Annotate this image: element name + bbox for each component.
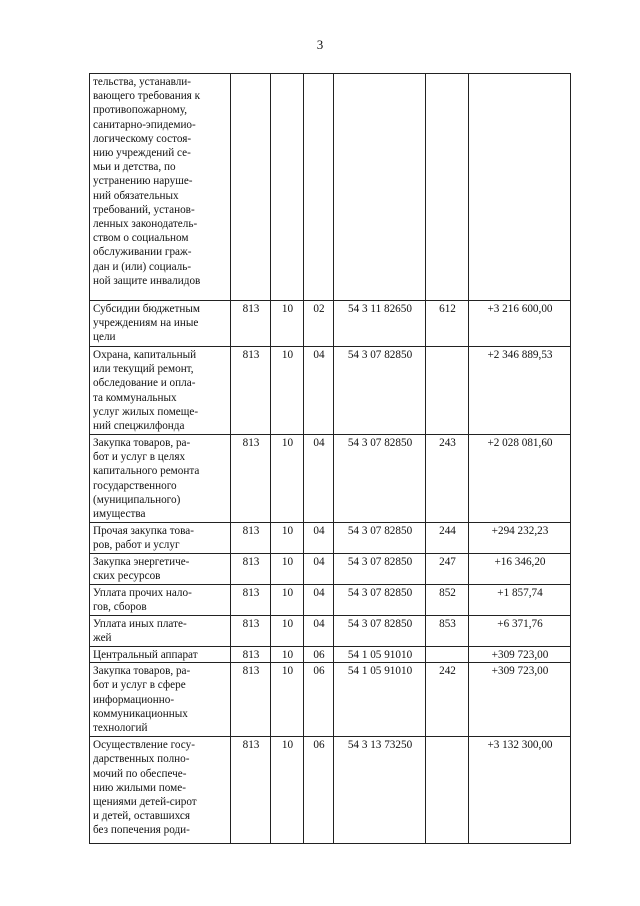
- table-row: [90, 435, 571, 523]
- item-name-line: государственного: [93, 479, 177, 492]
- expense-type-cell: 852: [426, 585, 469, 616]
- target-article-cell: 54 3 07 82850: [334, 435, 426, 523]
- section-code-cell: 10: [271, 663, 304, 737]
- item-name-line: бот и услуг в целях: [93, 451, 186, 464]
- section-code-cell: 10: [271, 647, 304, 663]
- table-row: [90, 585, 571, 616]
- table-row: [90, 737, 571, 844]
- expense-type-cell: [426, 74, 469, 301]
- expense-type-cell: 853: [426, 616, 469, 647]
- ministry-code-cell: 813: [231, 663, 271, 737]
- amount-cell: +309 723,00: [469, 663, 571, 737]
- ministry-code-cell: [231, 74, 271, 301]
- amount-cell: +309 723,00: [469, 647, 571, 663]
- expense-type-cell: [426, 347, 469, 435]
- amount-cell: +6 371,76: [469, 616, 571, 647]
- item-name-line: мочий по обеспече-: [93, 767, 187, 780]
- item-name-line: ний спецжилфонда: [93, 420, 185, 433]
- item-name-line: Закупка товаров, ра-: [93, 437, 191, 449]
- section-code-cell: 10: [271, 554, 304, 585]
- item-name-line: бот и услуг в сфере: [93, 679, 186, 692]
- item-name-line: нию жилыми поме-: [93, 781, 186, 794]
- table-body: [90, 74, 571, 844]
- subsection-code-cell: 06: [304, 737, 334, 844]
- target-article-cell: 54 3 07 82850: [334, 523, 426, 554]
- item-name-line: нию учреждений се-: [93, 147, 191, 160]
- section-code-cell: 10: [271, 523, 304, 554]
- item-name-cell: [90, 585, 231, 616]
- item-name-line: Прочая закупка това-: [93, 525, 194, 537]
- item-name-line: цели: [93, 331, 116, 344]
- page-number: 3: [316, 37, 324, 52]
- ministry-code-cell: 813: [231, 435, 271, 523]
- item-name-line: информационно-: [93, 693, 175, 706]
- amount-cell: +2 346 889,53: [469, 347, 571, 435]
- item-name-line: технологий: [93, 722, 148, 735]
- ministry-code-cell: 813: [231, 347, 271, 435]
- ministry-code-cell: 813: [231, 647, 271, 663]
- item-name-cell: [90, 647, 231, 663]
- ministry-code-cell: 813: [231, 737, 271, 844]
- item-name-line: тельства, устанавли-: [93, 76, 192, 88]
- target-article-cell: 54 3 07 82850: [334, 347, 426, 435]
- amount-cell: +16 346,20: [469, 554, 571, 585]
- target-article-cell: 54 1 05 91010: [334, 663, 426, 737]
- item-name-line: или текущий ремонт,: [93, 363, 194, 376]
- amount-cell: +2 028 081,60: [469, 435, 571, 523]
- table-row: [90, 347, 571, 435]
- amount-cell: +294 232,23: [469, 523, 571, 554]
- amount-cell: +1 857,74: [469, 585, 571, 616]
- item-name-line: логическому состоя-: [93, 132, 192, 145]
- item-name-line: имущества: [93, 508, 146, 521]
- budget-table: [89, 73, 571, 844]
- section-code-cell: 10: [271, 737, 304, 844]
- subsection-code-cell: 06: [304, 647, 334, 663]
- ministry-code-cell: 813: [231, 616, 271, 647]
- item-name-line: Субсидии бюджетным: [93, 303, 200, 315]
- section-code-cell: 10: [271, 616, 304, 647]
- item-name-cell: [90, 435, 231, 523]
- table-row: [90, 74, 571, 301]
- amount-cell: +3 216 600,00: [469, 301, 571, 347]
- section-code-cell: 10: [271, 301, 304, 347]
- item-name-line: дан и (или) социаль-: [93, 260, 192, 273]
- item-name-line: Закупка энергетиче-: [93, 556, 190, 568]
- item-name-cell: [90, 554, 231, 585]
- section-code-cell: 10: [271, 435, 304, 523]
- item-name-line: Охрана, капитальный: [93, 349, 197, 361]
- ministry-code-cell: 813: [231, 301, 271, 347]
- section-code-cell: 10: [271, 585, 304, 616]
- subsection-code-cell: 04: [304, 585, 334, 616]
- target-article-cell: 54 3 13 73250: [334, 737, 426, 844]
- table-row: [90, 616, 571, 647]
- subsection-code-cell: 04: [304, 347, 334, 435]
- subsection-code-cell: 04: [304, 554, 334, 585]
- item-name-line: (муниципального): [93, 493, 181, 506]
- item-name-line: ров, работ и услуг: [93, 539, 180, 552]
- expense-type-cell: [426, 737, 469, 844]
- expense-type-cell: 243: [426, 435, 469, 523]
- item-name-line: дарственных полно-: [93, 753, 190, 766]
- item-name-line: Закупка товаров, ра-: [93, 665, 191, 678]
- item-name-cell: [90, 737, 231, 844]
- item-name-line: та коммунальных: [93, 391, 177, 404]
- target-article-cell: 54 3 11 82650: [334, 301, 426, 347]
- item-name-line: Уплата иных плате-: [93, 618, 187, 630]
- item-name-cell: [90, 616, 231, 647]
- table-row: [90, 647, 571, 663]
- target-article-cell: 54 3 07 82850: [334, 585, 426, 616]
- expense-type-cell: [426, 647, 469, 663]
- item-name-line: ленных законодатель-: [93, 218, 198, 231]
- item-name-line: щениями детей-сирот: [93, 796, 197, 809]
- item-name-cell: [90, 301, 231, 347]
- item-name-line: коммуникационных: [93, 707, 188, 720]
- item-name-line: гов, сборов: [93, 601, 147, 614]
- item-name-line: учреждениям на иные: [93, 317, 199, 330]
- target-article-cell: [334, 74, 426, 301]
- item-name-cell: [90, 347, 231, 435]
- item-name-line: обслуживании граж-: [93, 246, 192, 259]
- item-name-line: ний обязательных: [93, 189, 179, 202]
- item-name-line: ной защите инвалидов: [93, 274, 201, 287]
- table-row: [90, 301, 571, 347]
- item-name-line: противопожарному,: [93, 104, 188, 117]
- subsection-code-cell: 04: [304, 616, 334, 647]
- item-name-line: Уплата прочих нало-: [93, 587, 192, 599]
- expense-type-cell: 612: [426, 301, 469, 347]
- subsection-code-cell: 02: [304, 301, 334, 347]
- amount-cell: [469, 74, 571, 301]
- item-name-line: без попечения роди-: [93, 824, 190, 837]
- section-code-cell: [271, 74, 304, 301]
- item-name-line: капитального ремонта: [93, 465, 200, 478]
- target-article-cell: 54 3 07 82850: [334, 616, 426, 647]
- section-code-cell: 10: [271, 347, 304, 435]
- subsection-code-cell: [304, 74, 334, 301]
- table-row: [90, 523, 571, 554]
- subsection-code-cell: 04: [304, 435, 334, 523]
- expense-type-cell: 247: [426, 554, 469, 585]
- expense-type-cell: 244: [426, 523, 469, 554]
- target-article-cell: 54 3 07 82850: [334, 554, 426, 585]
- target-article-cell: 54 1 05 91010: [334, 647, 426, 663]
- amount-cell: +3 132 300,00: [469, 737, 571, 844]
- expense-type-cell: 242: [426, 663, 469, 737]
- item-name-line: санитарно-эпидемио-: [93, 118, 196, 131]
- ministry-code-cell: 813: [231, 523, 271, 554]
- table-row: [90, 663, 571, 737]
- table-row: [90, 554, 571, 585]
- item-name-line: устранению наруше-: [93, 175, 193, 188]
- item-name-cell: [90, 663, 231, 737]
- item-name-line: ством о социальном: [93, 232, 189, 245]
- item-name-line: ских ресурсов: [93, 570, 161, 583]
- ministry-code-cell: 813: [231, 585, 271, 616]
- item-name-line: Осуществление госу-: [93, 739, 195, 752]
- item-name-line: вающего требования к: [93, 90, 201, 103]
- item-name-line: требований, установ-: [93, 203, 195, 216]
- item-name-line: жей: [93, 632, 112, 645]
- item-name-cell: [90, 523, 231, 554]
- item-name-line: обследование и опла-: [93, 377, 196, 390]
- subsection-code-cell: 06: [304, 663, 334, 737]
- item-name-line: Центральный аппарат: [93, 649, 198, 661]
- ministry-code-cell: 813: [231, 554, 271, 585]
- subsection-code-cell: 04: [304, 523, 334, 554]
- item-name-line: и детей, оставшихся: [93, 810, 190, 823]
- item-name-line: услуг жилых помеще-: [93, 405, 199, 418]
- item-name-cell: [90, 74, 231, 301]
- item-name-line: мьи и детства, по: [93, 161, 176, 174]
